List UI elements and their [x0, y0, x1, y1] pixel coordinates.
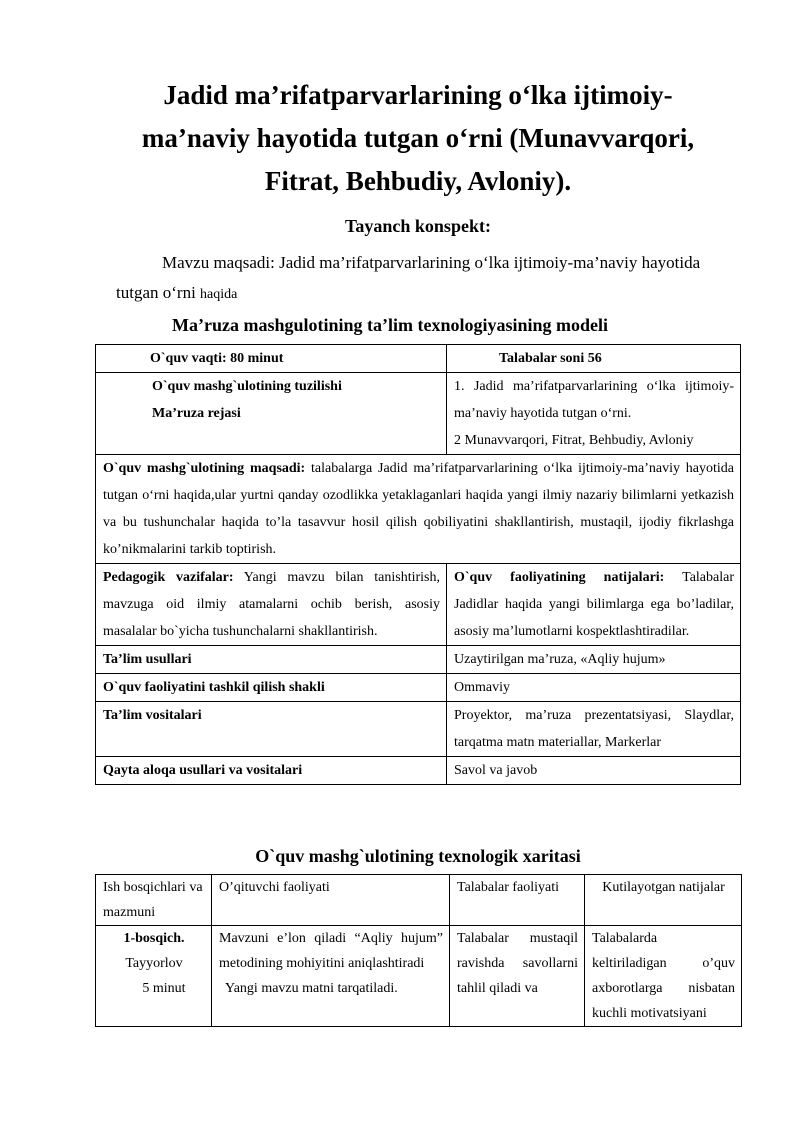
expected-results-cell: Talabalarda keltiriladigan o’quv axborotlarga nisbatan kuchli motivatsiyani — [585, 926, 742, 1027]
row-value: Proyektor, ma’ruza prezentatsiyasi, Slaydlar, tarqatma matn materiallar, Markerlar — [447, 702, 741, 757]
row-value: Uzaytirilgan ma’ruza, «Aqliy hujum» — [447, 646, 741, 674]
table-row — [96, 646, 741, 674]
document-title — [95, 74, 741, 203]
title-line: Jadid ma’rifatparvarlarining o‘lka ijtimoiy- — [163, 80, 673, 110]
structure-label: O`quv mashg`ulotining tuzilishi — [152, 379, 342, 394]
res-text: Talabalar Jadidlar haqida yangi bilimlarga ega bo’ladilar, asosiy ma’lumotlarni kospektlashtiradilar. — [454, 570, 734, 639]
pedagogical-tasks-cell — [96, 564, 447, 646]
students-activity-cell: Talabalar mustaqil ravishda savollarni tahlil qiladi va — [450, 926, 585, 1027]
aim-cell — [96, 455, 741, 564]
stage-title: 1-bosqich. — [123, 931, 185, 946]
table-row — [96, 926, 742, 1027]
stage-name: Tayyorlov — [125, 956, 183, 971]
plan-item: 2 Munavvarqori, Fitrat, Behbudiy, Avloniy — [454, 433, 694, 448]
goal-small-text: haqida — [200, 287, 238, 302]
goal-label: Mavzu maqsadi: — [162, 253, 275, 272]
teacher-activity: Yangi mavzu matni tarqatiladi. — [225, 981, 398, 996]
row-label: Ta’lim vositalari — [96, 702, 447, 757]
students-count-cell: Talabalar soni 56 — [447, 345, 741, 373]
table-row — [96, 455, 741, 564]
topic-goal — [116, 248, 726, 310]
study-time-cell: O`quv vaqti: 80 minut — [96, 345, 447, 373]
subtitle: Tayanch konspekt: — [345, 216, 491, 236]
stage-time: 5 minut — [142, 981, 186, 996]
title-line: Fitrat, Behbudiy, Avloniy). — [264, 166, 572, 196]
plan-label: Ma’ruza rejasi — [152, 406, 241, 421]
technological-map-heading: O`quv mashg`ulotining texnologik xaritasi — [255, 846, 581, 866]
ped-text: Yangi mavzu bilan tanishtirish, mavzuga oid ilmiy atamalarni ochib berish, asosiy masalalar bo`yicha tushunchalarni shakllantirish. — [103, 570, 440, 639]
plan-cell — [447, 373, 741, 455]
column-header: Kutilayotgan natijalar — [585, 875, 742, 926]
column-header: O’qituvchi faoliyati — [212, 875, 450, 926]
column-header: Ish bosqichlari va mazmuni — [96, 875, 212, 926]
row-label: Ta’lim usullari — [96, 646, 447, 674]
row-value: Ommaviy — [447, 674, 741, 702]
table-row — [96, 702, 741, 757]
res-label: O`quv faoliyatining natijalari: — [454, 570, 665, 585]
row-value: Savol va javob — [447, 757, 741, 785]
table-row — [96, 757, 741, 785]
table-row — [96, 564, 741, 646]
structure-cell — [96, 373, 447, 455]
table-row — [96, 373, 741, 455]
title-line: ma’naviy hayotida tutgan o‘rni (Munavvarqori, — [141, 123, 695, 153]
table-row — [96, 674, 741, 702]
goal-text: Jadid ma’rifatparvarlarining o‘lka ijtimoiy-ma’naviy hayotida tutgan o‘rni — [116, 253, 701, 302]
stage-cell — [96, 926, 212, 1027]
lesson-model-table — [95, 344, 741, 785]
teacher-activity-cell — [212, 926, 450, 1027]
technological-map-table — [95, 874, 742, 1027]
table-row — [96, 345, 741, 373]
ped-label: Pedagogik vazifalar: — [103, 570, 234, 585]
table-header-row — [96, 875, 742, 926]
column-header: Talabalar faoliyati — [450, 875, 585, 926]
learning-results-cell — [447, 564, 741, 646]
aim-label: O`quv mashg`ulotining maqsadi: — [103, 461, 306, 476]
row-label: O`quv faoliyatini tashkil qilish shakli — [96, 674, 447, 702]
teacher-activity: Mavzuni e’lon qiladi “Aqliy hujum” metodining mohiyitini aniqlashtiradi — [219, 931, 443, 971]
row-label: Qayta aloqa usullari va vositalari — [96, 757, 447, 785]
aim-text: talabalarga Jadid ma’rifatparvarlarining o‘lka ijtimoiy-ma’naviy hayotida tutgan o‘rni haqida,ular yurtni qanday ozodlikka yetaklaganlari haqida yangi ilmiy nazariy bilimlarni yetkazish va bu tushunchalar haqida to’la tasavvur hosil qilish qobiliyatini shakllantirish, mustaqil, ijodiy fikrlashga ko’nikmalarini tarkib toptirish. — [103, 461, 735, 557]
plan-item: 1. Jadid ma’rifatparvarlarining o‘lka ijtimoiy-ma’naviy hayotida tutgan o‘rni. — [454, 379, 734, 421]
model-heading: Ma’ruza mashgulotining ta’lim texnologiyasining modeli — [172, 315, 609, 335]
